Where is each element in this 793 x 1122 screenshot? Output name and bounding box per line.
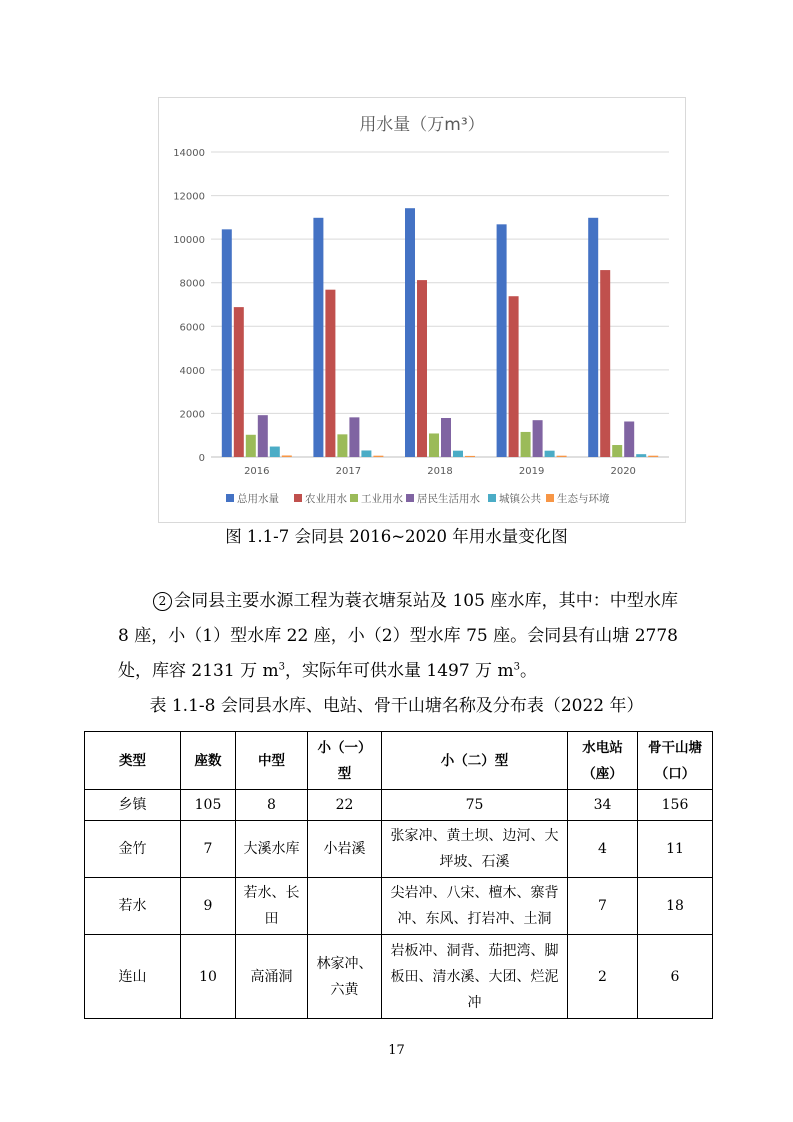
table-cell: 34: [568, 790, 638, 821]
bar: [373, 456, 383, 457]
bar: [453, 451, 463, 457]
table-cell: 若水: [85, 878, 181, 935]
legend-label: 居民生活用水: [417, 493, 480, 505]
x-tick-label: 2018: [427, 466, 453, 477]
legend-swatch: [488, 494, 496, 502]
table-cell: 7: [181, 821, 236, 878]
bar: [270, 447, 280, 457]
table-cell: 金竹: [85, 821, 181, 878]
bar: [429, 433, 439, 457]
legend-label: 工业用水: [361, 493, 403, 505]
bar: [282, 455, 292, 457]
bar: [497, 224, 507, 457]
table-cell: 4: [568, 821, 638, 878]
table-header-row: [85, 732, 713, 790]
superscript-2: 3: [513, 661, 520, 673]
bar: [636, 454, 646, 457]
y-tick-label: 2000: [179, 409, 205, 421]
bar: [222, 229, 232, 457]
body-paragraph: [118, 584, 678, 689]
header-cell: 中型: [236, 732, 308, 790]
table-cell: 尖岩冲、八宋、檀木、寨背冲、东风、打岩冲、土洞: [382, 878, 568, 935]
paragraph-text-1: 会同县主要水源工程为蓑衣塘泵站及 105 座水库，其中：中型水库 8 座，小（1）型水库 22 座，小（2）型水库 75 座。会同县有山塘 2778 处，库容 2131 万 m: [118, 591, 678, 681]
bar: [313, 218, 323, 457]
bar: [521, 432, 531, 457]
table-cell: 9: [181, 878, 236, 935]
bar: [465, 456, 475, 457]
bar: [246, 435, 256, 457]
reservoir-distribution-table: [84, 731, 713, 1019]
legend-swatch: [226, 494, 234, 502]
table-cell: 连山: [85, 935, 181, 1019]
water-usage-chart: [158, 97, 686, 523]
header-cell: 类型: [85, 732, 181, 790]
table-cell: 75: [382, 790, 568, 821]
bar: [509, 296, 519, 457]
chart-title: 用水量（万m³）: [359, 115, 485, 135]
table-cell: 高涌洞: [236, 935, 308, 1019]
superscript-1: 3: [278, 661, 285, 673]
table-cell: 林家冲、六黄: [308, 935, 382, 1019]
table-cell: 10: [181, 935, 236, 1019]
bar: [325, 290, 335, 457]
legend-label: 总用水量: [237, 493, 279, 505]
y-tick-label: 12000: [173, 191, 205, 203]
table-cell: 7: [568, 878, 638, 935]
chart-svg: [159, 98, 685, 522]
legend-swatch: [406, 494, 414, 502]
table-cell: 22: [308, 790, 382, 821]
header-cell: 水电站（座）: [568, 732, 638, 790]
y-tick-label: 6000: [179, 322, 205, 334]
x-tick-label: 2016: [244, 466, 270, 477]
table-row: [85, 878, 713, 935]
bar: [349, 417, 359, 457]
bar: [648, 456, 658, 457]
bar: [612, 445, 622, 457]
paragraph-text-3: 。: [519, 661, 537, 681]
table-cell: 大溪水库: [236, 821, 308, 878]
table-cell: 岩板冲、洞背、茄把湾、脚板田、清水溪、大团、烂泥冲: [382, 935, 568, 1019]
table-cell: 6: [638, 935, 713, 1019]
table-cell: 若水、长田: [236, 878, 308, 935]
table-cell: 小岩溪: [308, 821, 382, 878]
bar: [600, 270, 610, 457]
header-cell: 小（二）型: [382, 732, 568, 790]
bar: [441, 418, 451, 457]
bar: [337, 434, 347, 457]
paragraph-text-2: ，实际年可供水量 1497 万 m: [284, 661, 514, 681]
page-number: 17: [388, 1043, 405, 1058]
y-tick-label: 8000: [179, 278, 205, 290]
bar: [361, 450, 371, 457]
bar: [234, 307, 244, 457]
table-cell: 11: [638, 821, 713, 878]
table-cell: 105: [181, 790, 236, 821]
bar: [624, 421, 634, 457]
y-tick-label: 10000: [173, 235, 205, 247]
legend-label: 农业用水: [305, 493, 347, 505]
y-tick-label: 0: [198, 453, 205, 464]
y-tick-label: 4000: [179, 365, 205, 377]
bar: [405, 208, 415, 457]
legend-label: 生态与环境: [557, 493, 610, 505]
x-tick-label: 2019: [518, 466, 545, 477]
table-cell: 8: [236, 790, 308, 821]
table-cell: 2: [568, 935, 638, 1019]
legend-swatch: [546, 494, 554, 502]
header-cell: 座数: [181, 732, 236, 790]
legend-label: 城镇公共: [499, 493, 541, 505]
bar: [545, 451, 555, 457]
header-cell: 骨干山塘（口）: [638, 732, 713, 790]
x-tick-label: 2017: [335, 466, 362, 477]
legend-swatch: [350, 494, 358, 502]
bar: [258, 415, 268, 457]
table-cell: 18: [638, 878, 713, 935]
bar: [588, 218, 598, 457]
table-caption: 表 1.1-8 会同县水库、电站、骨干山塘名称及分布表（2022 年）: [149, 696, 644, 716]
circled-number-marker: 2: [153, 592, 172, 611]
figure-caption: 图 1.1-7 会同县 2016~2020 年用水量变化图: [225, 527, 568, 546]
y-tick-label: 14000: [173, 148, 205, 159]
bar: [533, 420, 543, 457]
table-cell: 156: [638, 790, 713, 821]
table-row: [85, 821, 713, 878]
bar: [417, 280, 427, 457]
header-cell: 小（一）型: [308, 732, 382, 790]
table-cell: [308, 878, 382, 935]
x-tick-label: 2020: [610, 466, 636, 477]
table-row: [85, 790, 713, 821]
legend-swatch: [294, 494, 302, 502]
bar: [557, 456, 567, 457]
table-row: [85, 935, 713, 1019]
table-cell: 乡镇: [85, 790, 181, 821]
table-cell: 张家冲、黄土坝、边河、大坪坡、石溪: [382, 821, 568, 878]
